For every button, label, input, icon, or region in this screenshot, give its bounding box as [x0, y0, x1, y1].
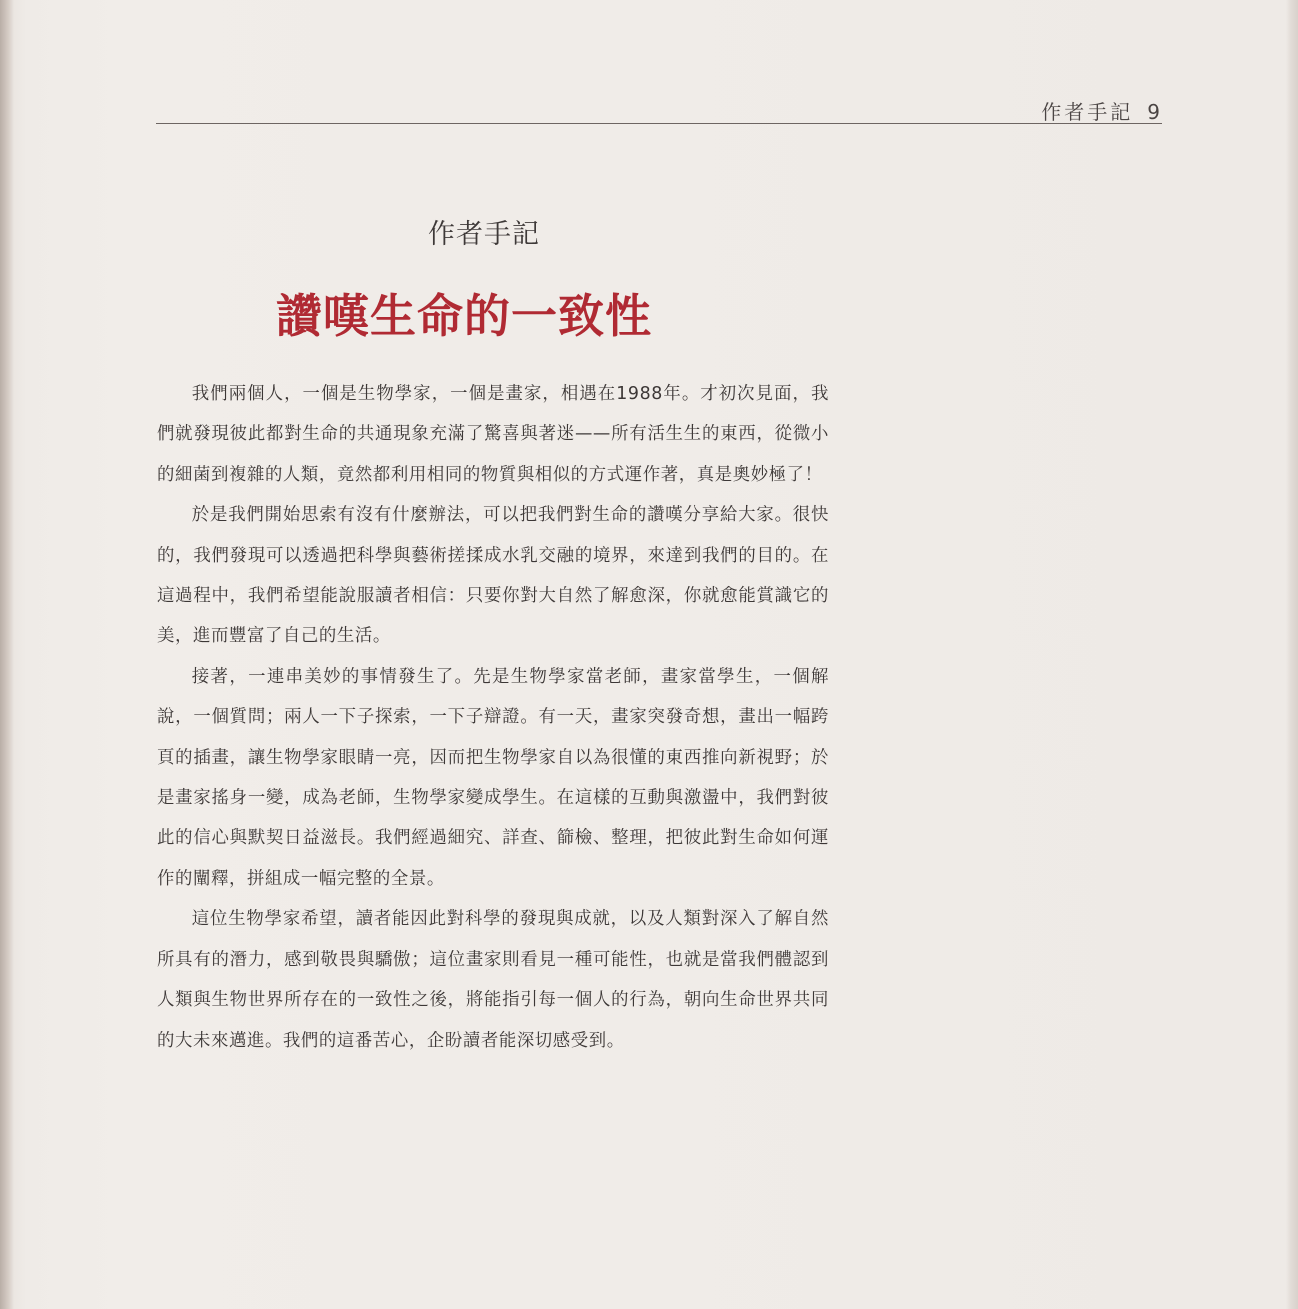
paragraph-4: 這位生物學家希望，讀者能因此對科學的發現與成就，以及人類對深入了解自然所具有的潛力，感到敬畏與驕傲；這位畫家則看見一種可能性，也就是當我們體認到人類與生物世界所存在的一致性之後，將能指引每一個人的行為，朝向生命世界共同的大未來邁進。我們的這番苦心，企盼讀者能深切感受到。 — [157, 909, 829, 1051]
paragraph-3: 接著，一連串美妙的事情發生了。先是生物學家當老師，畫家當學生，一個解說，一個質問；兩人一下子探索，一下子辯證。有一天，畫家突發奇想，畫出一幅跨頁的插畫，讓生物學家眼睛一亮，因而把生物學家自以為很懂的東西推向新視野；於是畫家搖身一變，成為老師，生物學家變成學生。在這樣的互動與激盪中，我們對彼此的信心與默契日益滋長。我們經過細究、詳查、篩檢、整理，把彼此對生命如何運作的闡釋，拼組成一幅完整的全景。 — [157, 666, 829, 889]
page-edge — [1286, 0, 1298, 1309]
chapter-title: 讚嘆生命的一致性 — [276, 289, 652, 343]
running-head-section: 作者手記 — [1041, 100, 1134, 124]
paragraph-2: 於是我們開始思索有沒有什麼辦法，可以把我們對生命的讚嘆分享給大家。很快的，我們發現可以透過把科學與藝術搓揉成水乳交融的境界，來達到我們的目的。在這過程中，我們希望能說服讀者相信：只要你對大自然了解愈深，你就愈能賞識它的美，進而豐富了自己的生活。 — [157, 505, 829, 647]
header-rule — [156, 123, 1162, 124]
spine-shadow — [0, 0, 14, 1309]
running-head — [1041, 96, 1160, 125]
section-kicker: 作者手記 — [428, 219, 540, 250]
page-number: 9 — [1147, 100, 1160, 124]
body-text — [157, 374, 829, 1061]
paragraph-1: 我們兩個人，一個是生物學家，一個是畫家，相遇在1988年。才初次見面，我們就發現彼此都對生命的共通現象充滿了驚喜與著迷——所有活生生的東西，從微小的細菌到複雜的人類，竟然都利用相同的物質與相似的方式運作著，真是奧妙極了！ — [157, 384, 829, 485]
